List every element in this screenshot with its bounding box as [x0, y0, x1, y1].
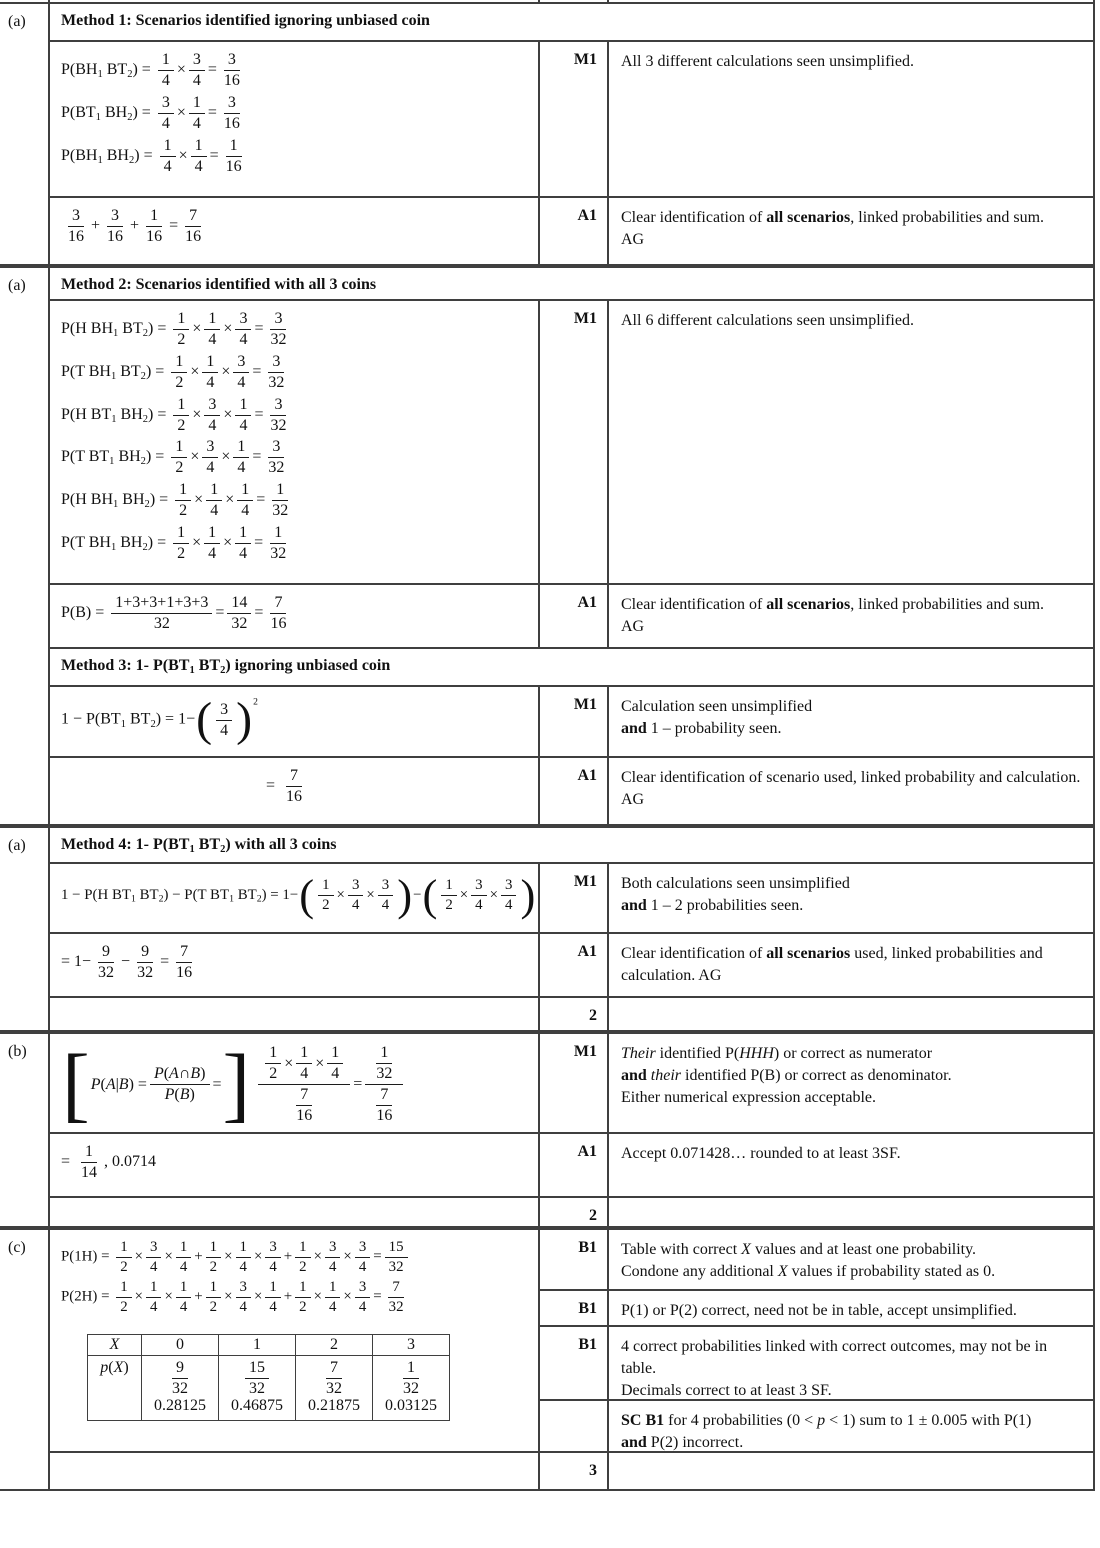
- mark-cell: A1: [540, 1134, 609, 1198]
- prob-table-row-label: p(X): [88, 1355, 142, 1421]
- equation-line: P(H $BT_1$ $BH_2$) = $\frac{1}{2}$ × $\frac{3}{4}$ × $\frac{1}{4}$ = $\frac{3}{32}$: [61, 395, 287, 434]
- total-marks-cell: 2: [540, 998, 609, 1030]
- mark-cell: B1: [540, 1230, 609, 1291]
- total-marks-cell: 2: [540, 1198, 609, 1226]
- empty-working-cell: [50, 1198, 540, 1226]
- empty-comment-cell: [609, 1198, 1093, 1226]
- method4-working-cell: [50, 864, 540, 934]
- grid-tick: [538, 0, 540, 4]
- prob-value-x0: $\frac{9}{32}$ 0.28125: [142, 1355, 219, 1421]
- equation-line: P(T $BH_1$ $BT_2$) = $\frac{1}{2}$ × $\frac{1}{4}$ × $\frac{3}{4}$ = $\frac{3}{32}$: [61, 352, 285, 391]
- part-b-working-cell: [50, 1034, 540, 1134]
- comment-cell: Table with correct X values and at least one probability. Condone any additional X values if probability stated as 0.: [609, 1230, 1093, 1291]
- equation-line: = $\frac{7}{16}$: [266, 767, 303, 805]
- comment-cell: Clear identification of all scenarios, linked probabilities and sum. AG: [609, 585, 1093, 649]
- comment-cell: Their identified P(HHH) or correct as numerator and their identified P(B) or correct as denominator. Either numerical expression acceptable.: [609, 1034, 1093, 1134]
- part-b-result-cell: [50, 1134, 540, 1198]
- equation-line: P(T $BH_1$ $BH_2$) = $\frac{1}{2}$ × $\frac{1}{4}$ × $\frac{1}{4}$ = $\frac{1}{32}$: [61, 524, 287, 562]
- prob-table-header-row: [88, 1334, 450, 1355]
- comment-cell: Both calculations seen unsimplified and 1 – 2 probabilities seen.: [609, 864, 1093, 934]
- section-a-method2-3: [0, 268, 1093, 824]
- mark-cell: M1: [540, 301, 609, 585]
- method1-working-cell: [50, 42, 540, 198]
- empty-working-cell: [50, 998, 540, 1030]
- method3-working-cell: [50, 687, 540, 758]
- prob-value-x3: $\frac{1}{32}$ 0.03125: [373, 1355, 450, 1421]
- equation-line: $P(BT_1$ $BH_2$) = $\frac{3}{4}$ × $\frac{1}{4}$ = $\frac{3}{16}$: [61, 93, 240, 132]
- equation-line: $\frac{3}{16}$ + $\frac{3}{16}$ + $\frac{1}{16}$ = $\frac{7}{16}$: [68, 207, 202, 245]
- empty-working-cell: [50, 1453, 540, 1489]
- method4-title: Method 4: 1- $P(BT_1$ $BT_2$) with all 3 coins: [50, 828, 1093, 864]
- part-label-b: (b): [0, 1034, 50, 1226]
- comment-cell: Calculation seen unsimplified and 1 – probability seen.: [609, 687, 1093, 758]
- section-a-method1: [0, 4, 1093, 264]
- mark-cell: A1: [540, 934, 609, 998]
- method4-result-cell: [50, 934, 540, 998]
- method3-title: Method 3: 1- $P(BT_1$ $BT_2$) ignoring unbiased coin: [50, 649, 1093, 687]
- method2-title: Method 2: Scenarios identified with all 3 coins: [50, 268, 1093, 301]
- part-label-c: (c): [0, 1230, 50, 1489]
- mark-cell: [540, 1401, 609, 1453]
- prob-table-header-x: X: [88, 1334, 142, 1355]
- prob-value-x1: $\frac{15}{32}$ 0.46875: [219, 1355, 296, 1421]
- comment-cell: Accept 0.071428… rounded to at least 3SF.: [609, 1134, 1093, 1198]
- mark-cell: B1: [540, 1327, 609, 1401]
- equation-line: 1 − P(H $BT_1$ $BT_2) - P(T$ $BT_1$ $BT_2) = 1-$ ( 1 2 × 3 4 × 3 4 ) − ( 1 2 × 3 4 × 3 4 ): [61, 870, 536, 920]
- comment-cell: All 3 different calculations seen unsimplified.: [609, 42, 1093, 198]
- section-c: [0, 1230, 1093, 1489]
- comment-cell: Clear identification of all scenarios, linked probabilities and sum. AG: [621, 209, 1045, 249]
- equation-line: = 1− $\frac{9}{32}$ − $\frac{9}{32}$ = $\frac{7}{16}$: [61, 943, 193, 981]
- table-top-edge: [0, 0, 1093, 4]
- comment-cell: All 6 different calculations seen unsimplified.: [609, 301, 1093, 585]
- total-marks-cell: 3: [540, 1453, 609, 1489]
- comment-cell: Clear identification of all scenarios used, linked probabilities and calculation. AG: [609, 934, 1093, 998]
- equation-line: [ P ( A | B ) = P ( A ∩ B ) P ( B ) = ] 1 2 × 1 4 × 1 4 7 16 = 1 32 7 16: [61, 1043, 536, 1126]
- method1-title: Method 1: Scenarios identified ignoring unbiased coin: [50, 4, 1093, 42]
- part-c-working-cell: [50, 1230, 540, 1453]
- equation-line: P(1H) = $\frac{1}{2}$ × $\frac{3}{4}$ × $\frac{1}{4}$ + $\frac{1}{2}$ × $\frac{1}{4}$ × $\frac{3}{4}$ + $\frac{1}{2}$ × $\frac{3}{4}$ × $\frac{3}{4}$ = $\frac{15}{32}$: [61, 1239, 536, 1275]
- equation-line: $P(BH_1$ $BT_2$) = $\frac{1}{4}$ × $\frac{3}{4}$ = $\frac{3}{16}$: [61, 51, 240, 89]
- part-label-a3: (a): [0, 828, 50, 1030]
- equation-line: P(T $BT_1$ $BH_2$) = $\frac{1}{2}$ × $\frac{3}{4}$ × $\frac{1}{4}$ = $\frac{3}{32}$: [61, 438, 285, 477]
- method2-sum-cell: [50, 585, 540, 649]
- part-label-a2: (a): [0, 268, 50, 824]
- grid-tick: [607, 0, 609, 4]
- prob-table-header-1: 1: [219, 1334, 296, 1355]
- method2-working-cell: [50, 301, 540, 585]
- empty-comment-cell: [609, 998, 1093, 1030]
- mark-cell: M1: [540, 42, 609, 198]
- prob-table-header-0: 0: [142, 1334, 219, 1355]
- grid-tick: [48, 0, 50, 4]
- equation-line: P(H $BH_1$ $BT_2$) = $\frac{1}{2}$ × $\frac{1}{4}$ × $\frac{3}{4}$ = $\frac{3}{32}$: [61, 310, 287, 348]
- mark-cell: A1: [540, 585, 609, 649]
- equation-line: P(H $BH_1$ $BH_2$) = $\frac{1}{2}$ × $\frac{1}{4}$ × $\frac{1}{4}$ = $\frac{1}{32}$: [61, 481, 289, 520]
- section-a-method4: [0, 828, 1093, 1030]
- mark-cell: M1: [540, 687, 609, 758]
- section-b: [0, 1034, 1093, 1226]
- comment-cell: Clear identification of scenario used, linked probability and calculation. AG: [621, 769, 1081, 809]
- method3-result-cell: [50, 758, 540, 824]
- mark-cell: A1: [540, 198, 609, 264]
- prob-value-x2: $\frac{7}{32}$ 0.21875: [296, 1355, 373, 1421]
- empty-comment-cell: [609, 1453, 1093, 1489]
- prob-table-value-row: [88, 1355, 450, 1421]
- comment-cell: 4 correct probabilities linked with correct outcomes, may not be in table. Decimals correct to at least 3 SF.: [609, 1327, 1093, 1401]
- equation-line: $1 - P(BT_1$ $BT_2) = 1-$ ( 3 4 ) $^2$: [61, 693, 258, 746]
- mark-cell: A1: [540, 758, 609, 824]
- prob-table-header-2: 2: [296, 1334, 373, 1355]
- part-label-a1: (a): [0, 4, 50, 264]
- mark-cell: M1: [540, 864, 609, 934]
- prob-table-header-3: 3: [373, 1334, 450, 1355]
- mark-cell: B1: [540, 1291, 609, 1327]
- comment-cell: SC B1 for 4 probabilities (0 < p < 1) sum to 1 ± 0.005 with P(1) and P(2) incorrect.: [609, 1401, 1093, 1453]
- probability-table: [87, 1334, 450, 1422]
- equation-line: $P(BH_1$ $BH_2$) = $\frac{1}{4}$ × $\frac{1}{4}$ = $\frac{1}{16}$: [61, 136, 242, 175]
- equation-line: = $\frac{1}{14}$ , 0.0714: [61, 1143, 157, 1181]
- equation-line: P(2H) = $\frac{1}{2}$ × $\frac{1}{4}$ × $\frac{1}{4}$ + $\frac{1}{2}$ × $\frac{3}{4}$ × $\frac{1}{4}$ + $\frac{1}{2}$ × $\frac{1}{4}$ × $\frac{3}{4}$ = $\frac{7}{32}$: [61, 1279, 404, 1315]
- comment-cell: P(1) or P(2) correct, need not be in table, accept unsimplified.: [609, 1291, 1093, 1327]
- method1-sum-cell: [50, 198, 540, 264]
- equation-line: P(B) = $\frac{1+3+3+1+3+3}{32}$ = $\frac{14}{32}$ = $\frac{7}{16}$: [61, 594, 287, 632]
- mark-cell: M1: [540, 1034, 609, 1134]
